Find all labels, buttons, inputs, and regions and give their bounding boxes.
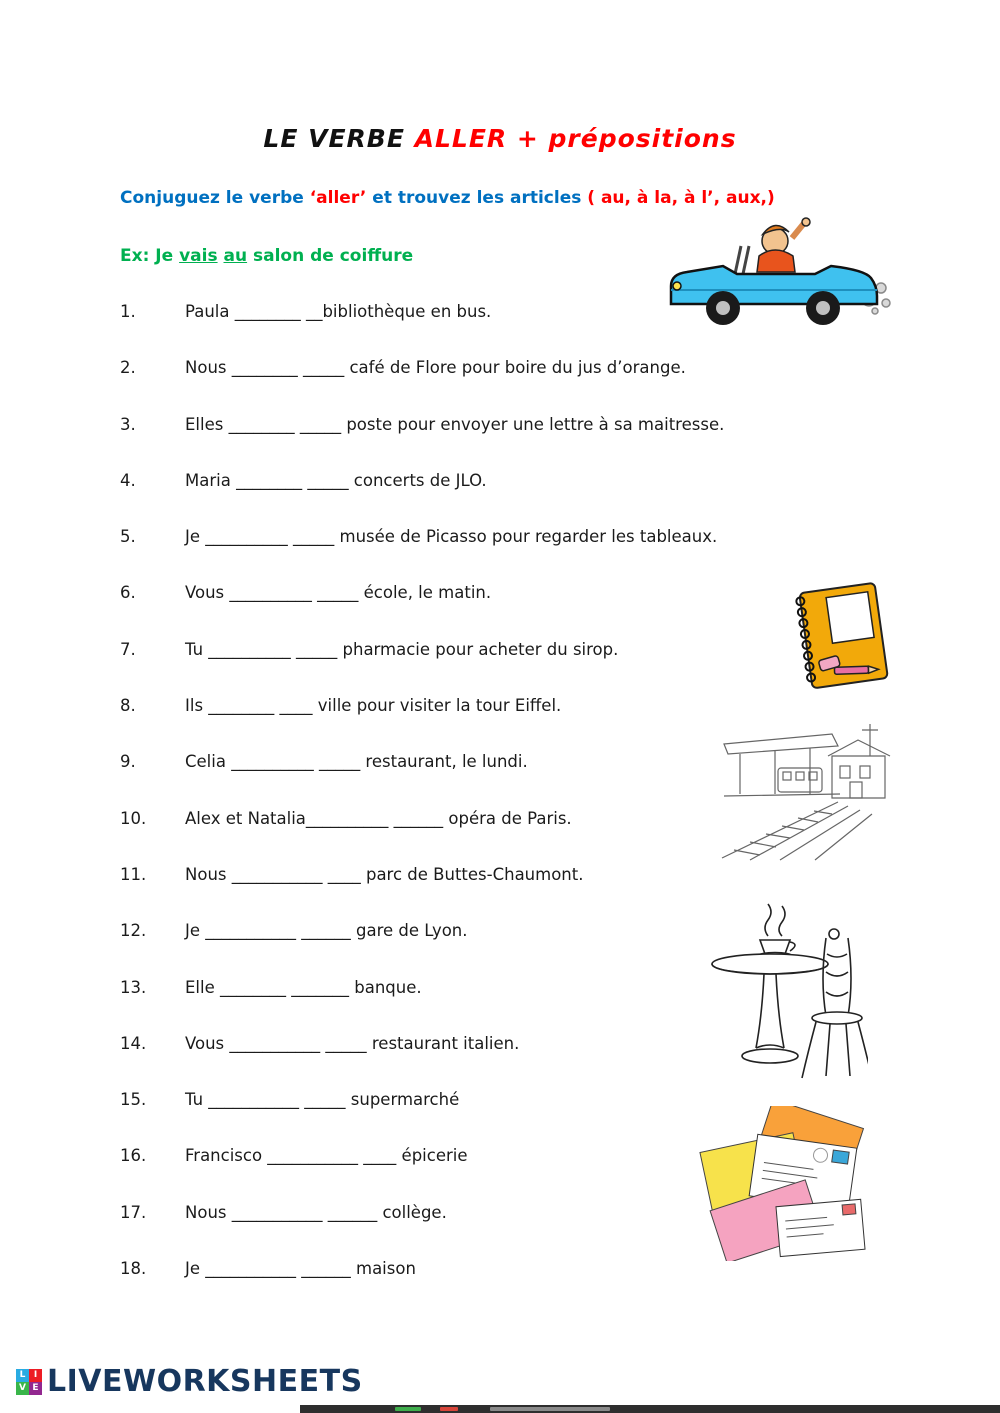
example-prefix: Ex: Je (120, 246, 180, 266)
banner-fragment-green (395, 1407, 421, 1411)
page-title (0, 124, 1000, 153)
example-underlined-vais: vais (179, 246, 218, 266)
instruction-articles-list: ( au, à la, à l’, aux,) (587, 188, 775, 208)
logo-letter-i: I (29, 1369, 42, 1382)
instruction-verb-aller: ‘aller’ (309, 188, 367, 208)
row-sentence-blank[interactable]: Elle ________ _______ banque. (185, 977, 422, 997)
cafe-table-sketch (698, 896, 868, 1090)
example-line (120, 246, 413, 266)
row-sentence-blank[interactable]: Tu __________ _____ pharmacie pour acheter du sirop. (185, 639, 619, 659)
row-sentence-blank[interactable]: Je __________ _____ musée de Picasso pour regarder les tableaux. (185, 527, 718, 547)
exercise-row-18 (120, 1259, 840, 1315)
row-sentence-blank[interactable]: Je ___________ ______ maison (185, 1259, 416, 1279)
title-black-part: LE VERBE (263, 124, 415, 153)
banner-fragment-red (440, 1407, 458, 1411)
row-sentence-blank[interactable]: Celia __________ _____ restaurant, le lundi. (185, 752, 528, 772)
exercise-row-5 (120, 527, 840, 583)
row-number: 7. (120, 639, 136, 659)
row-sentence-blank[interactable]: Nous ___________ ____ parc de Buttes-Chaumont. (185, 864, 584, 884)
row-number: 18. (120, 1259, 147, 1279)
notebook-pencil-illustration (786, 580, 896, 702)
row-sentence-blank[interactable]: Nous ________ _____ café de Flore pour boire du jus d’orange. (185, 358, 686, 378)
row-sentence-blank[interactable]: Elles ________ _____ poste pour envoyer une lettre à sa maitresse. (185, 414, 725, 434)
row-sentence-blank[interactable]: Vous __________ _____ école, le matin. (185, 583, 492, 603)
row-number: 13. (120, 977, 147, 997)
exercise-row-2 (120, 358, 840, 414)
row-number: 8. (120, 696, 136, 716)
row-number: 15. (120, 1090, 147, 1110)
row-number: 9. (120, 752, 136, 772)
envelopes-illustration (698, 1106, 878, 1265)
logo-letter-l: L (16, 1369, 29, 1382)
row-number: 14. (120, 1033, 147, 1053)
banner-fragment-gray (490, 1407, 610, 1411)
exercise-row-7 (120, 640, 840, 696)
row-number: 5. (120, 527, 136, 547)
instruction-line (120, 188, 775, 208)
row-sentence-blank[interactable]: Maria ________ _____ concerts de JLO. (185, 470, 487, 490)
row-number: 3. (120, 414, 136, 434)
row-number: 4. (120, 470, 136, 490)
exercise-row-6 (120, 583, 840, 639)
row-number: 1. (120, 302, 136, 321)
logo-letter-e: E (29, 1382, 42, 1395)
instruction-text-1: Conjuguez le verbe (120, 188, 310, 208)
row-number: 12. (120, 921, 147, 941)
bottom-banner-edge (300, 1405, 1000, 1413)
row-sentence-blank[interactable]: Alex et Natalia__________ ______ opéra de Paris. (185, 808, 572, 828)
footer (16, 1364, 363, 1399)
logo-letter-v: V (16, 1382, 29, 1395)
row-sentence-blank[interactable]: Nous ___________ ______ collège. (185, 1202, 447, 1222)
row-number: 11. (120, 864, 147, 884)
exercise-row-3 (120, 415, 840, 471)
row-sentence-blank[interactable]: Je ___________ ______ gare de Lyon. (185, 921, 468, 941)
train-station-sketch (720, 716, 895, 865)
row-sentence-blank[interactable]: Vous ___________ _____ restaurant italien. (185, 1033, 520, 1053)
row-number: 6. (120, 583, 136, 603)
example-underlined-au: au (223, 246, 248, 266)
title-red-part: ALLER + prépositions (414, 124, 737, 153)
instruction-text-2: et trouvez les articles (366, 188, 588, 208)
row-sentence-blank[interactable]: Ils ________ ____ ville pour visiter la tour Eiffel. (185, 696, 562, 716)
row-number: 16. (120, 1146, 147, 1166)
cartoon-car-illustration (665, 216, 893, 338)
row-number: 17. (120, 1202, 147, 1222)
liveworksheets-wordmark[interactable]: LIVEWORKSHEETS (47, 1364, 363, 1399)
exercise-row-4 (120, 471, 840, 527)
example-suffix: salon de coiffure (247, 246, 414, 266)
row-number: 10. (120, 808, 147, 828)
row-number: 2. (120, 358, 136, 378)
row-sentence-blank[interactable]: Tu ___________ _____ supermarché (185, 1090, 460, 1110)
row-sentence-blank[interactable]: Paula ________ __bibliothèque en bus. (185, 302, 492, 321)
row-sentence-blank[interactable]: Francisco ___________ ____ épicerie (185, 1146, 468, 1166)
liveworksheets-logo-icon[interactable] (16, 1369, 42, 1395)
